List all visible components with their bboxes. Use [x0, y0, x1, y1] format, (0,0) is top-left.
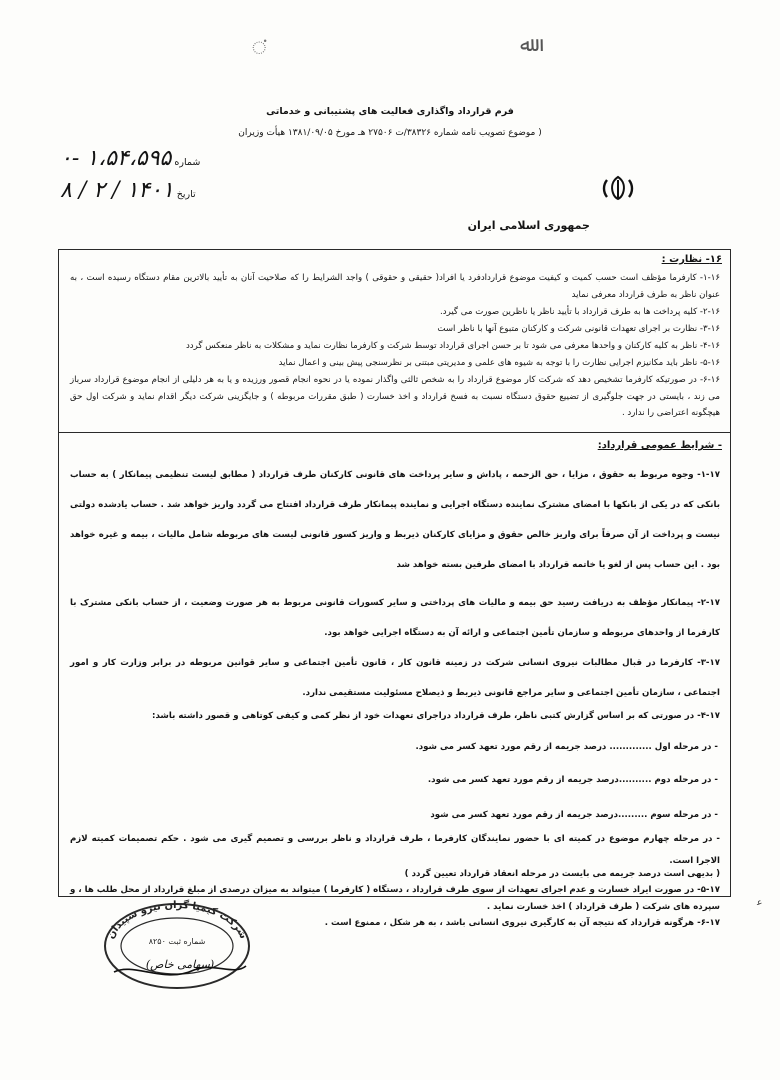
general-terms-heading: - شرایط عمومی قرارداد: — [597, 440, 722, 451]
number-label: شماره — [174, 157, 201, 168]
margin-mark: ﻋ — [757, 898, 763, 908]
stamp-registration: شماره ثبت ۸۲۵۰ — [148, 937, 206, 946]
iran-emblem-icon — [595, 174, 641, 202]
form-subtitle: ( موضوع تصویب نامه شماره ۳۸۳۲۶/ت ۲۷۵۰۶ هـ مورخ ۱۳۸۱/۰۹/۰۵ هیأت وزیران — [238, 128, 542, 138]
penalty-stage: - در مرحله اول ............. درصد جریمه از رقم مورد تعهد کسر می شود. — [415, 742, 718, 752]
general-clause: ۵-۱۷- در صورت ایراد خسارت و عدم اجرای تعهدات از سوی طرف قرارداد ، دستگاه ( کارفرما ) میتواند به میزان درصدی از مبلغ قرارداد از محل طلب ها ، و سپرده های شرکت ( طرف قرارداد ) اخذ خسارت نماید . — [70, 885, 720, 912]
penalty-stage: - در مرحله چهارم موضوع در کمیته ای با حضور نمایندگان کارفرما ، طرف قرارداد و ناظر بررسی و تصمیم گیری می شود . حکم تصمیمات کمیته لازم الاجرا است. — [70, 834, 720, 866]
supervision-clause: ۳-۱۶- نظارت بر اجرای تعهدات قانونی شرکت و کارکنان متبوع آنها با ناظر است — [437, 324, 720, 334]
republic-heading: جمهوری اسلامی ایران — [467, 219, 590, 232]
general-clause: ۲-۱۷- پیمانکار مؤظف به دریافت رسید حق بیمه و مالیات های پرداختی و سایر کسورات قانونی مربوط به هر صورت وضعیت ، از حساب بانکی مشترک با کارفرما از واحدهای مربوطه و سازمان تأمین اجتماعی و ارائه آن به دستگاه اجرایی خواهد بود. — [70, 598, 720, 638]
general-clause: ۳-۱۷- کارفرما در قبال مطالبات نیروی انسانی شرکت در زمینه قانون کار ، قانون تأمین اجتماعی و سایر قوانین مربوطه در برابر وزارت کار و امور اجتماعی ، سازمان تأمین اجتماعی و سایر مراجع قانونی ذیربط و ذیصلاح مسئولیت مستقیمی ندارد. — [70, 658, 720, 698]
company-stamp — [94, 892, 260, 992]
corner-scribble-left: ਂ — [252, 38, 267, 59]
letter-number — [60, 146, 200, 171]
svg-text:شرکت کیمیا گران نیرو سپیدان — [105, 898, 248, 941]
stamp-company: شرکت کیمیا گران نیرو سپیدان — [105, 899, 249, 941]
penalty-stage: - در مرحله دوم ..........درصد جریمه از رقم مورد تعهد کسر می شود. — [427, 775, 718, 785]
general-note: ( بدیهی است درصد جریمه می بایست در مرحله انعقاد قرارداد تعیین گردد ) — [404, 869, 720, 879]
supervision-heading: ۱۶- نظارت : — [661, 254, 722, 265]
general-clause: ۱-۱۷- وجوه مربوط به حقوق ، مزایا ، حق الزحمه ، پاداش و سایر پرداخت های قانونی کارکنان طرف قرارداد ( مطابق لیست تنظیمی پیمانکار ) به حساب بانکی که در یکی از بانکها با امضای مشترک نماینده دستگاه اجرایی و نماینده پیمانکار طرف قرارداد افتتاح می گردد واریز خواهد شد . حساب یادشده دولتی نیست و پرداخت از آن صرفاً برای واریز خالص حقوق و مزایای کارکنان ذیربط و واریز کسور قانونی لیست های مربوطه شامل مالیات ، بیمه و غیره خواهد بود . این حساب پس از لغو یا خاتمه قرارداد با امضای طرفین بسته خواهد شد — [70, 470, 720, 570]
letter-date — [60, 178, 196, 203]
number-value: ۱،۵۴،۵۹۵ -۰ — [60, 146, 172, 171]
supervision-clause: ۵-۱۶- ناظر باید مکانیزم اجرایی نظارت را با توجه به شیوه های علمی و مدیریتی مبتنی بر نظرسنجی پیش بینی و اعمال نماید — [278, 358, 720, 368]
supervision-clause: ۲-۱۶- کلیه پرداخت ها به طرف قرارداد با تأیید ناظر یا ناظرین صورت می گیرد. — [440, 307, 720, 317]
supervision-clause: ۶-۱۶- در صورتیکه کارفرما تشخیص دهد که شرکت کار موضوع قرارداد را به شخص ثالثی واگذار نموده یا در نحوه انجام قصور ورزیده و یا به هر دلیلی از انجام موضوع قرارداد سرباز می زند ، بایستی در جهت جلوگیری از تضییع حقوق دستگاه نسبت به فسخ قرارداد و اخذ خسارت ( طبق مقررات مربوطه ) و جایگزینی شرکت دیگر اقدام نماید و شرکت اول حق هیچگونه اعتراضی را ندارد . — [70, 375, 720, 418]
stamp-signature: (سهامی خاص) — [145, 958, 215, 971]
date-label: تاریخ — [176, 189, 196, 200]
supervision-clause: ۱-۱۶- کارفرما مؤظف است حسب کمیت و کیفیت موضوع قراردادفرد یا افراد( حقیقی و حقوقی ) واجد الشرایط را که صلاحیت آنان به تأیید بالاترین مقام دستگاه رسیده است ، به عنوان ناظر به طرف قرارداد معرفی نماید — [70, 273, 720, 300]
form-title: فرم قرارداد واگذاری فعالیت های پشتیبانی و خدماتی — [266, 106, 514, 117]
date-value: ۱۴۰۱ / ۲ / ۸ — [60, 178, 174, 203]
section-divider — [58, 432, 731, 433]
general-clause: ۶-۱۷- هرگونه قرارداد که نتیجه آن به کارگیری نیروی انسانی باشد ، به هر شکل ، ممنوع است . — [324, 918, 720, 928]
penalty-stage: - در مرحله سوم .........درصد جریمه از رقم مورد تعهد کسر می شود — [430, 810, 718, 820]
general-clause: ۴-۱۷- در صورتی که بر اساس گزارش کتبی ناظر، طرف قرارداد دراجرای تعهدات خود از نظر کمی و کیفی کوتاهی و قصور داشته باشد: — [152, 711, 720, 721]
corner-scribble-right: ﷲ — [520, 32, 532, 56]
supervision-clause: ۴-۱۶- ناظر به کلیه کارکنان و واحدها معرفی می شود تا بر حسن اجرای قرارداد توسط شرکت و کارفرما نظارت نماید و مشکلات به ناظر منعکس گردد — [185, 341, 720, 351]
